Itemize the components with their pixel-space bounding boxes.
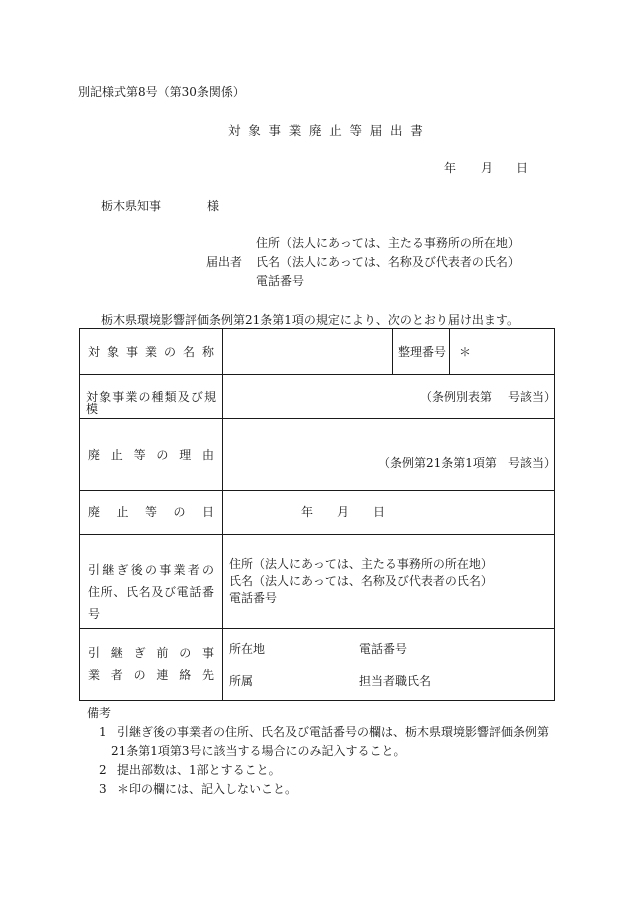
label-project-type-scale: 対象事業の種類及び規模 [86,390,216,416]
predecessor-phone: 電話番号 [359,642,408,656]
remark-3-number: 3 [99,782,107,796]
label-successor-line2: 住所、氏名及び電話番号 [88,585,214,621]
remark-2-text: 提出部数は、1部とすること。 [117,763,281,777]
document-title: 対象事業廃止等届出書 [228,123,431,138]
row-divider [80,418,554,419]
row3-note-suffix: 号該当） [508,456,557,470]
date-year-label: 年 [444,161,457,175]
row2-note-suffix: 号該当） [508,390,557,404]
notifier-address: 住所（法人にあっては、主たる事務所の所在地） [256,236,520,250]
date-month-label: 月 [481,161,494,175]
remark-1-number: 1 [99,725,107,739]
label-successor-line1: 引継ぎ後の事業者の [88,563,214,577]
label-project-name: 対象事業の名称 [88,345,214,359]
form-table [79,328,555,701]
row2-note-prefix: （条例別表第 [420,390,493,404]
row-divider [80,490,554,491]
date-day-label: 日 [516,161,529,175]
row4-year-label: 年 [301,505,314,519]
row-divider [80,628,554,629]
intro-text: 栃木県環境影響評価条例第21条第1項の規定により、次のとおり届け出ます。 [101,313,519,327]
row-divider [80,374,554,375]
column-divider [449,329,450,374]
label-predecessor-contact [80,642,222,686]
column-divider [392,329,393,374]
row-divider [80,534,554,535]
remark-1-line1: 引継ぎ後の事業者の住所、氏名及び電話番号の欄は、栃木県環境影響評価条例第 [117,725,550,739]
addressee-name: 栃木県知事 [101,199,162,213]
predecessor-person: 担当者職氏名 [359,674,432,688]
successor-name: 氏名（法人にあっては、名称及び代表者の氏名） [229,574,493,588]
label-predecessor-line1: 引継ぎ前の事 [88,646,214,660]
row4-month-label: 月 [337,505,350,519]
successor-phone: 電話番号 [229,591,278,605]
notifier-phone: 電話番号 [256,274,305,288]
row3-note-prefix: （条例第21条第1項第 [378,456,497,470]
label-successor-info [80,559,222,625]
reference-asterisk: ＊ [459,345,472,359]
column-divider [222,329,223,701]
notifier-name: 氏名（法人にあっては、名称及び代表者の氏名） [256,255,520,269]
remark-1-line2: 21条第1項第3号に該当する場合にのみ記入すること。 [111,744,406,758]
predecessor-location: 所在地 [229,642,266,656]
addressee-honorific: 様 [207,199,220,213]
remarks-heading: 備考 [87,706,112,720]
label-reference-number: 整理番号 [398,345,447,359]
successor-address: 住所（法人にあっては、主たる事務所の所在地） [229,557,493,571]
row4-day-label: 日 [373,505,386,519]
predecessor-department: 所属 [229,674,254,688]
label-abolition-reason: 廃止等の理由 [88,448,214,462]
form-number: 別記様式第8号（第30条関係） [78,85,245,99]
remark-2-number: 2 [99,763,107,777]
remark-3-text: ＊印の欄には、記入しないこと。 [117,782,298,796]
label-abolition-date: 廃止等の日 [88,505,214,519]
label-predecessor-line2: 業者の連絡先 [88,668,214,682]
notifier-role-label: 届出者 [206,255,243,269]
